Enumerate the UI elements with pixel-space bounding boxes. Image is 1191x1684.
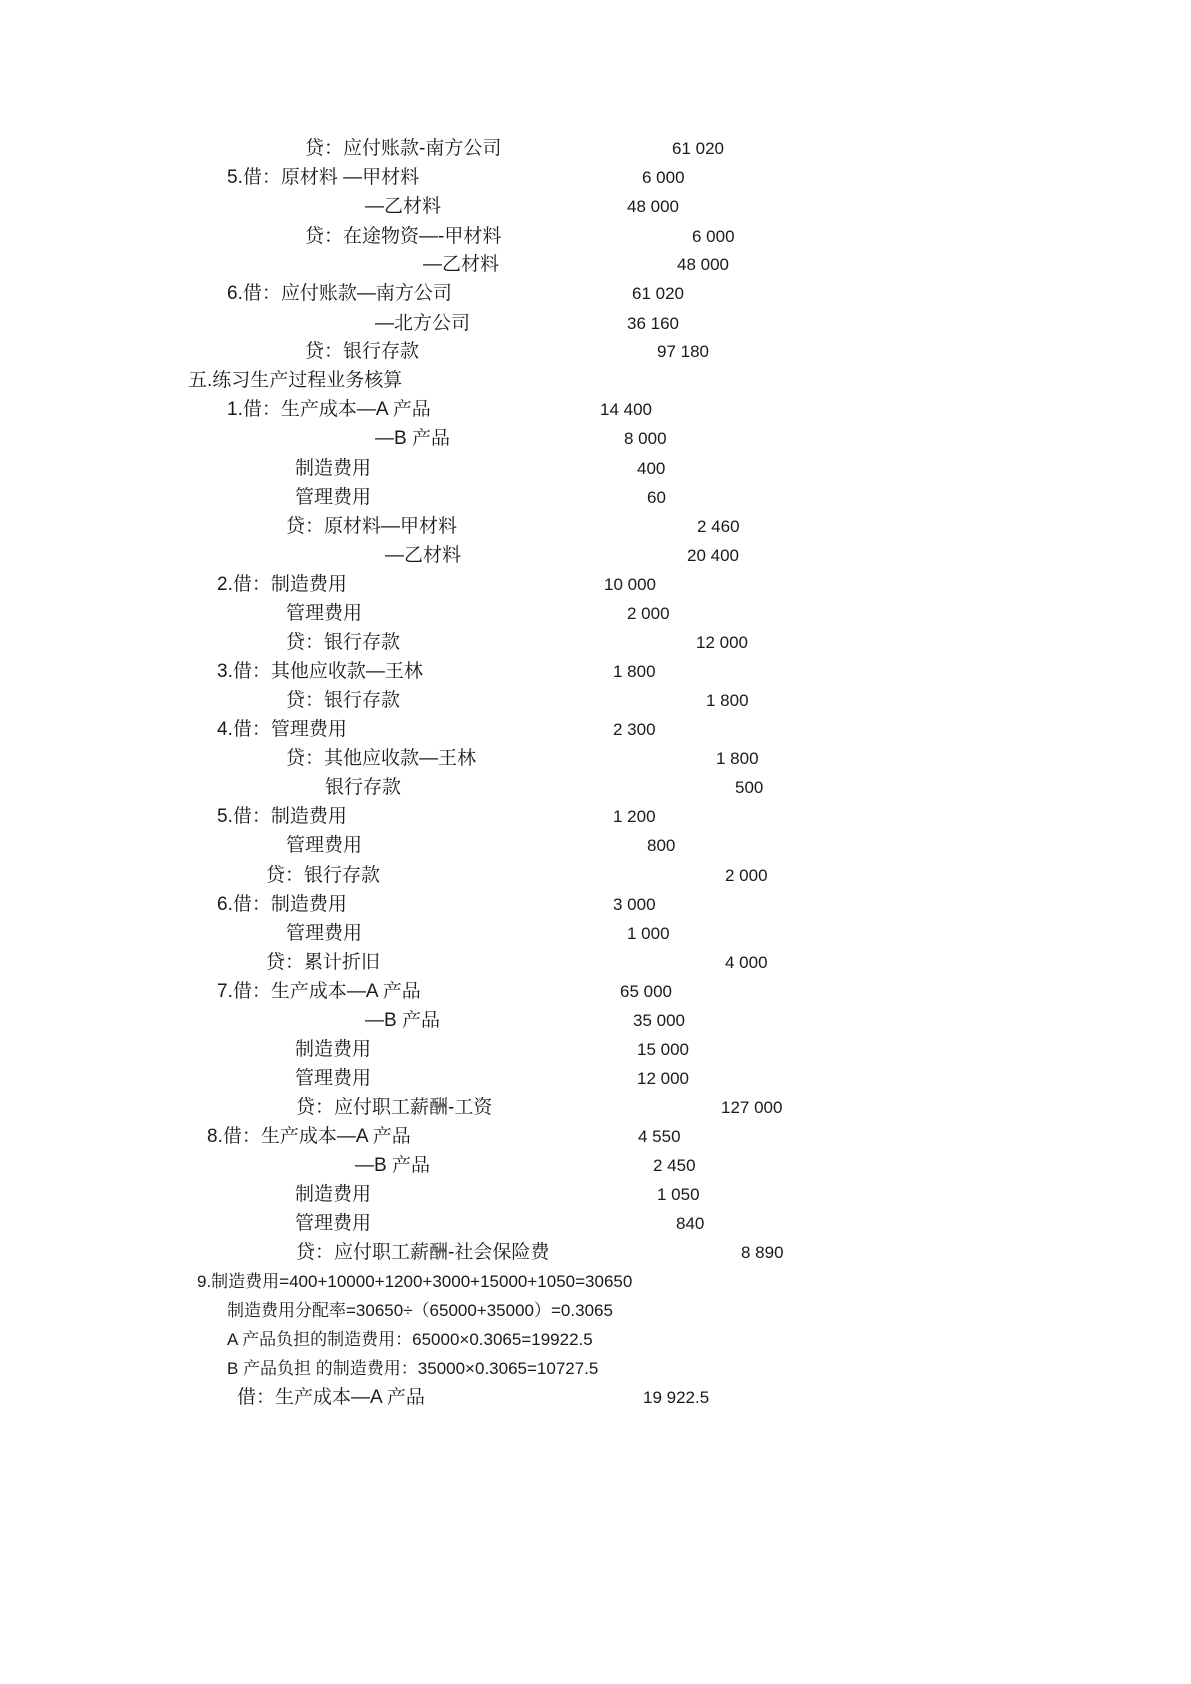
journal-entry-line xyxy=(0,950,1191,976)
journal-entry-line xyxy=(0,252,1191,278)
entry-account: 管理费用 xyxy=(295,1213,372,1234)
entry-amount: 1 800 xyxy=(716,749,759,768)
journal-entry-line xyxy=(0,1008,1191,1034)
journal-entry-line xyxy=(0,863,1191,889)
journal-entry-line xyxy=(0,1211,1191,1237)
entry-amount: 4 550 xyxy=(638,1127,681,1146)
entry-amount: 1 000 xyxy=(627,924,670,943)
entry-account: 8.借：生产成本—A 产品 xyxy=(207,1126,411,1147)
entry-amount: 14 400 xyxy=(600,400,652,419)
entry-amount: 48 000 xyxy=(677,255,729,274)
journal-entry-line xyxy=(0,717,1191,743)
entry-account: —B 产品 xyxy=(365,1010,440,1031)
journal-entry-line xyxy=(0,456,1191,482)
journal-entry-line xyxy=(0,543,1191,569)
calculation-line xyxy=(0,1356,1191,1382)
journal-entry-line xyxy=(0,1066,1191,1092)
journal-entry-line xyxy=(0,1240,1191,1266)
journal-entry-line xyxy=(0,281,1191,307)
entry-account: 5.借：制造费用 xyxy=(217,806,347,827)
journal-entry-line xyxy=(0,804,1191,830)
journal-entry-line xyxy=(0,775,1191,801)
entry-account: 制造费用 xyxy=(295,1039,372,1060)
journal-entry-line xyxy=(0,165,1191,191)
entry-account: 4.借：管理费用 xyxy=(217,719,347,740)
entry-account: —乙材料 xyxy=(423,254,500,275)
entry-amount: 6 000 xyxy=(642,168,685,187)
entry-account: 贷：其他应收款—王林 xyxy=(286,748,477,769)
entry-account: 贷：应付账款-南方公司 xyxy=(305,138,502,159)
entry-account: 贷：银行存款 xyxy=(286,690,401,711)
journal-entry-line xyxy=(0,1124,1191,1150)
entry-account: 贷：应付职工薪酬-社会保险费 xyxy=(296,1242,550,1263)
journal-entry-line xyxy=(0,136,1191,162)
journal-entry-line xyxy=(0,397,1191,423)
calculation-text: 制造费用分配率=30650÷（65000+35000）=0.3065 xyxy=(227,1301,613,1320)
entry-account: 7.借：生产成本—A 产品 xyxy=(217,981,421,1002)
entry-amount: 12 000 xyxy=(696,633,748,652)
entry-amount: 1 800 xyxy=(706,691,749,710)
entry-account: 贷：银行存款 xyxy=(305,341,420,362)
entry-amount: 48 000 xyxy=(627,197,679,216)
calculation-text: 9.制造费用=400+10000+1200+3000+15000+1050=30650 xyxy=(197,1272,633,1291)
journal-entry-line xyxy=(0,311,1191,337)
entry-amount: 60 xyxy=(647,488,666,507)
journal-entry-line xyxy=(0,1153,1191,1179)
entry-amount: 2 000 xyxy=(627,604,670,623)
entry-account: 1.借：生产成本—A 产品 xyxy=(227,399,431,420)
entry-account: —北方公司 xyxy=(375,313,471,334)
entry-account: 管理费用 xyxy=(286,923,363,944)
entry-amount: 36 160 xyxy=(627,314,679,333)
journal-entry-line xyxy=(0,1037,1191,1063)
journal-entry-line xyxy=(0,921,1191,947)
entry-amount: 15 000 xyxy=(637,1040,689,1059)
entry-account: 制造费用 xyxy=(295,1184,372,1205)
entry-account: —乙材料 xyxy=(365,196,442,217)
journal-entry-line xyxy=(0,485,1191,511)
entry-amount: 4 000 xyxy=(725,953,768,972)
journal-entry-line xyxy=(0,601,1191,627)
entry-amount: 20 400 xyxy=(687,546,739,565)
entry-amount: 400 xyxy=(637,459,666,478)
journal-entry-line xyxy=(0,1182,1191,1208)
journal-entry-line xyxy=(0,688,1191,714)
entry-amount: 2 300 xyxy=(613,720,656,739)
entry-account: 3.借：其他应收款—王林 xyxy=(217,661,423,682)
entry-account: 2.借：制造费用 xyxy=(217,574,347,595)
entry-account: 管理费用 xyxy=(295,487,372,508)
journal-entry-line xyxy=(0,339,1191,365)
entry-account: —乙材料 xyxy=(385,545,462,566)
entry-account: 贷：累计折旧 xyxy=(266,952,381,973)
entry-account: 贷：在途物资—-甲材料 xyxy=(305,226,502,247)
journal-entry-line xyxy=(0,426,1191,452)
entry-account: —B 产品 xyxy=(375,428,450,449)
entry-amount: 8 000 xyxy=(624,429,667,448)
journal-entry-line xyxy=(0,514,1191,540)
entry-amount: 500 xyxy=(735,778,764,797)
entry-account: 贷：原材料—甲材料 xyxy=(286,516,458,537)
entry-account: 管理费用 xyxy=(286,603,363,624)
entry-amount: 840 xyxy=(676,1214,705,1233)
journal-entry-line xyxy=(0,979,1191,1005)
entry-account: 制造费用 xyxy=(295,458,372,479)
entry-amount: 97 180 xyxy=(657,342,709,361)
calculation-line xyxy=(0,1298,1191,1324)
entry-amount: 1 050 xyxy=(657,1185,700,1204)
journal-entry-line xyxy=(0,224,1191,250)
journal-entry-line xyxy=(0,630,1191,656)
entry-amount: 2 460 xyxy=(697,517,740,536)
journal-entry-line xyxy=(0,1385,1191,1411)
entry-amount: 1 800 xyxy=(613,662,656,681)
entry-amount: 19 922.5 xyxy=(643,1388,710,1407)
journal-entry-line xyxy=(0,659,1191,685)
entry-account: 管理费用 xyxy=(295,1068,372,1089)
entry-amount: 127 000 xyxy=(721,1098,783,1117)
calculation-text: A 产品负担的制造费用：65000×0.3065=19922.5 xyxy=(227,1330,593,1349)
entry-account: 银行存款 xyxy=(325,777,402,798)
entry-account: 贷：银行存款 xyxy=(266,865,381,886)
entry-amount: 800 xyxy=(647,836,676,855)
entry-amount: 61 020 xyxy=(632,284,684,303)
journal-entry-line xyxy=(0,194,1191,220)
entry-account: 贷：银行存款 xyxy=(286,632,401,653)
entry-amount: 10 000 xyxy=(604,575,656,594)
entry-account: —B 产品 xyxy=(355,1155,430,1176)
entry-amount: 12 000 xyxy=(637,1069,689,1088)
journal-entry-line xyxy=(0,1095,1191,1121)
journal-entry-line xyxy=(0,746,1191,772)
entry-amount: 2 450 xyxy=(653,1156,696,1175)
entry-account: 贷：应付职工薪酬-工资 xyxy=(296,1097,493,1118)
journal-entry-line xyxy=(0,833,1191,859)
entry-amount: 65 000 xyxy=(620,982,672,1001)
section-heading-line xyxy=(0,368,1191,394)
entry-amount: 2 000 xyxy=(725,866,768,885)
section-heading: 五.练习生产过程业务核算 xyxy=(188,370,403,391)
entry-amount: 3 000 xyxy=(613,895,656,914)
entry-amount: 35 000 xyxy=(633,1011,685,1030)
entry-amount: 8 890 xyxy=(741,1243,784,1262)
calculation-text: B 产品负担 的制造费用：35000×0.3065=10727.5 xyxy=(227,1359,599,1378)
entry-amount: 61 020 xyxy=(672,139,724,158)
calculation-line xyxy=(0,1327,1191,1353)
entry-account: 6.借：应付账款—南方公司 xyxy=(227,283,452,304)
entry-account: 6.借：制造费用 xyxy=(217,894,347,915)
journal-entry-line xyxy=(0,572,1191,598)
entry-account: 管理费用 xyxy=(286,835,363,856)
journal-entry-line xyxy=(0,892,1191,918)
entry-amount: 1 200 xyxy=(613,807,656,826)
entry-account: 借：生产成本—A 产品 xyxy=(237,1387,425,1408)
entry-amount: 6 000 xyxy=(692,227,735,246)
calculation-line xyxy=(0,1269,1191,1295)
entry-account: 5.借：原材料 —甲材料 xyxy=(227,167,420,188)
